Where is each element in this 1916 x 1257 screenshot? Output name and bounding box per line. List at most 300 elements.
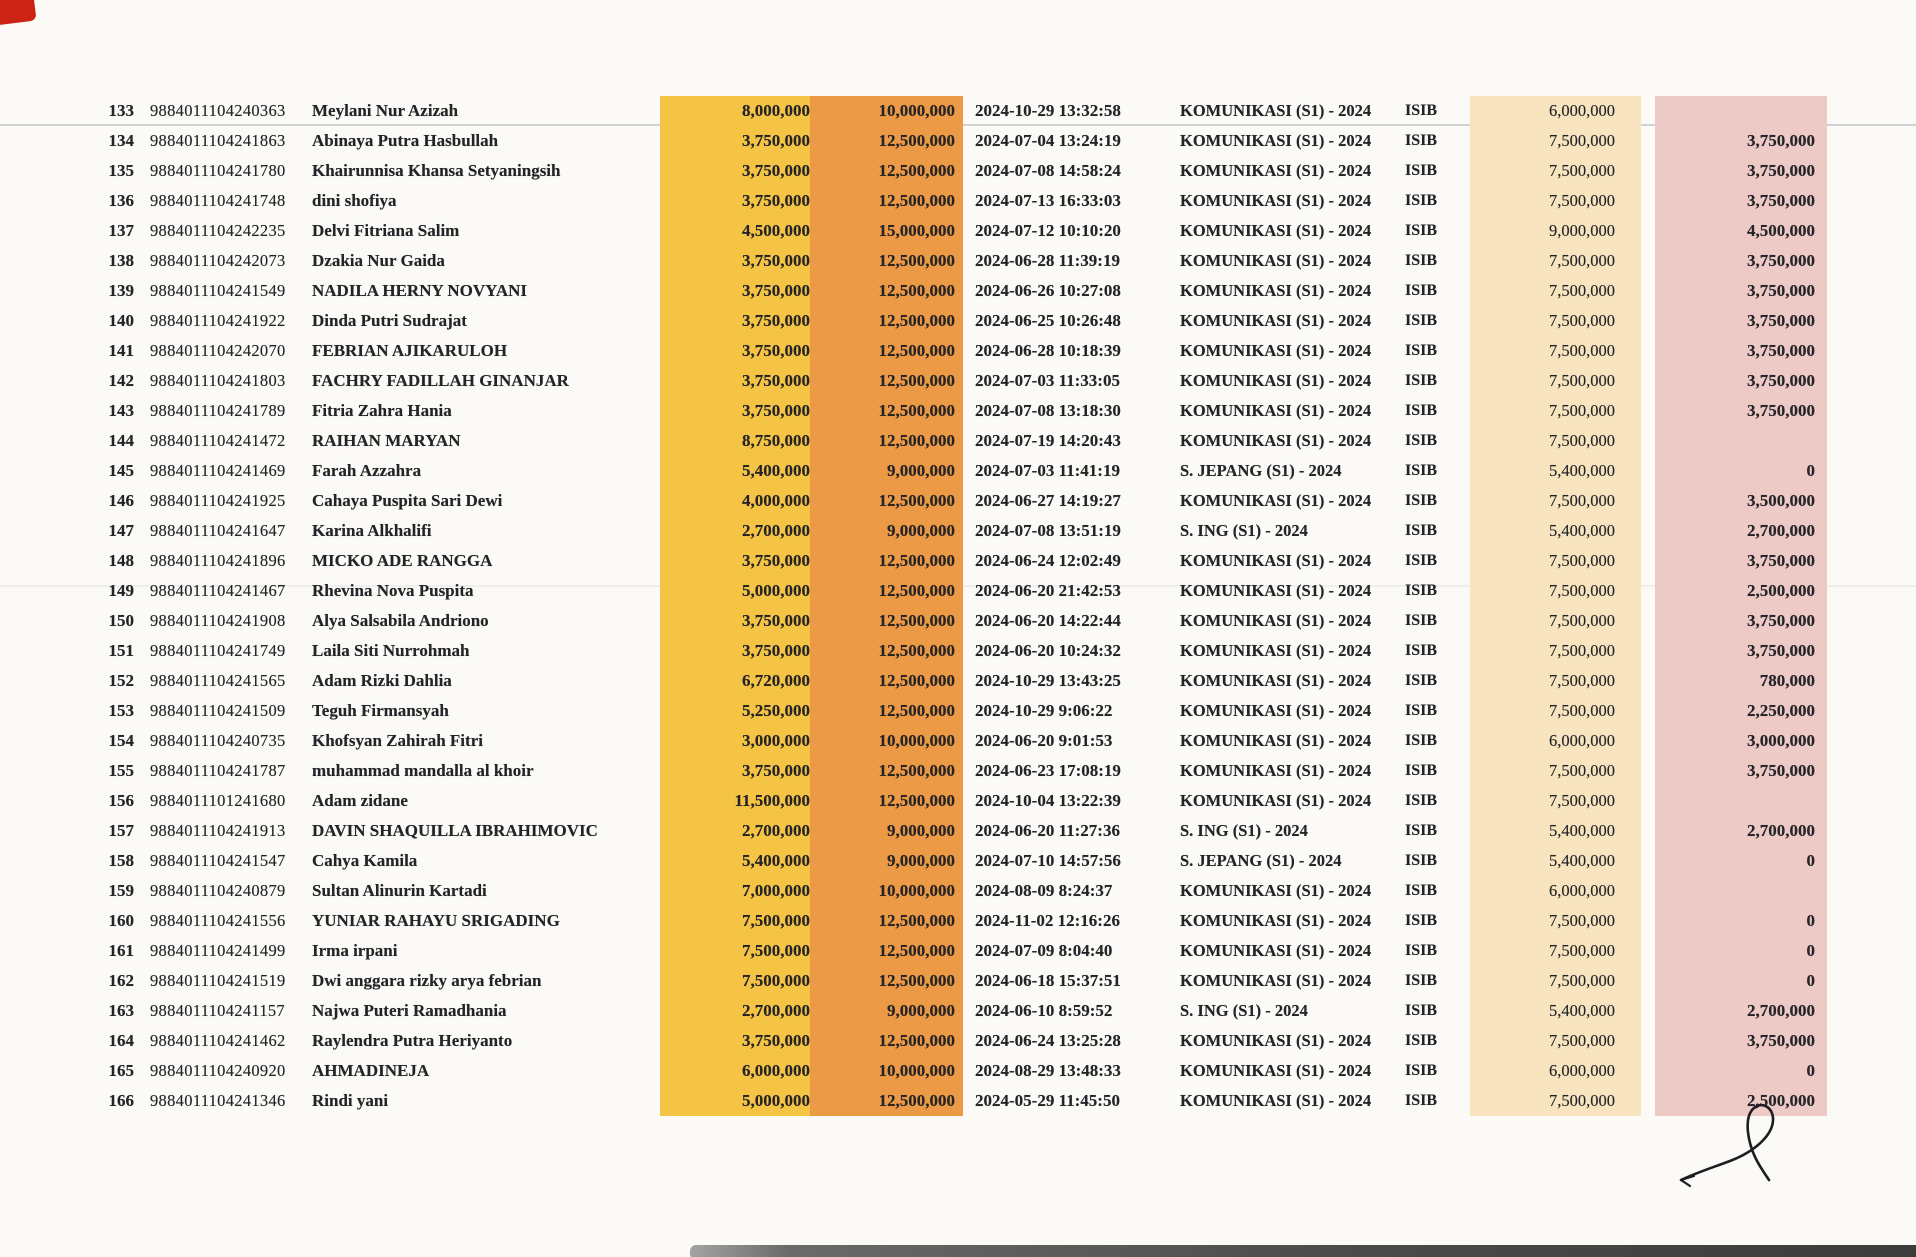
study-program: KOMUNIKASI (S1) - 2024 xyxy=(1180,731,1372,750)
amount-installment: 3,750,000 xyxy=(660,756,822,786)
amount-remaining xyxy=(1655,426,1827,456)
student-id: 9884011104241748 xyxy=(150,191,286,210)
payment-datetime: 2024-08-29 13:48:33 xyxy=(975,1061,1121,1080)
amount-installment: 6,720,000 xyxy=(660,666,822,696)
student-name: Farah Azzahra xyxy=(312,461,422,480)
table-row xyxy=(0,486,1916,516)
student-name: dini shofiya xyxy=(312,191,397,210)
study-program: S. ING (S1) - 2024 xyxy=(1180,1001,1308,1020)
amount-remaining: 2,700,000 xyxy=(1655,816,1827,846)
row-number: 163 xyxy=(108,1001,134,1020)
student-id: 9884011104241749 xyxy=(150,641,286,660)
amount-total: 12,500,000 xyxy=(810,606,963,636)
amount-remaining: 3,750,000 xyxy=(1655,756,1827,786)
bank-code: ISIB xyxy=(1405,972,1438,989)
payment-datetime: 2024-10-29 9:06:22 xyxy=(975,701,1113,720)
table-row xyxy=(0,276,1916,306)
study-program: S. JEPANG (S1) - 2024 xyxy=(1180,461,1342,480)
row-number: 133 xyxy=(108,101,134,120)
study-program: KOMUNIKASI (S1) - 2024 xyxy=(1180,641,1372,660)
amount-billed: 7,500,000 xyxy=(1470,936,1641,966)
table-row xyxy=(0,186,1916,216)
amount-remaining: 3,750,000 xyxy=(1655,186,1827,216)
amount-installment: 7,500,000 xyxy=(660,936,822,966)
table-row xyxy=(0,606,1916,636)
bank-code: ISIB xyxy=(1405,312,1438,329)
amount-billed: 6,000,000 xyxy=(1470,96,1641,126)
amount-billed: 7,500,000 xyxy=(1470,636,1641,666)
amount-installment: 3,750,000 xyxy=(660,186,822,216)
table-row xyxy=(0,876,1916,906)
amount-billed: 5,400,000 xyxy=(1470,456,1641,486)
amount-remaining: 780,000 xyxy=(1655,666,1827,696)
amount-remaining: 0 xyxy=(1655,1056,1827,1086)
row-number: 148 xyxy=(108,551,134,570)
amount-installment: 2,700,000 xyxy=(660,996,822,1026)
study-program: KOMUNIKASI (S1) - 2024 xyxy=(1180,581,1372,600)
student-name: Dinda Putri Sudrajat xyxy=(312,311,467,330)
student-id: 9884011104242070 xyxy=(150,341,286,360)
amount-installment: 3,750,000 xyxy=(660,126,822,156)
student-name: Fitria Zahra Hania xyxy=(312,401,452,420)
row-number: 135 xyxy=(108,161,134,180)
bank-code: ISIB xyxy=(1405,282,1438,299)
row-number: 156 xyxy=(108,791,134,810)
table-row xyxy=(0,936,1916,966)
amount-total: 10,000,000 xyxy=(810,726,963,756)
amount-billed: 5,400,000 xyxy=(1470,516,1641,546)
bank-code: ISIB xyxy=(1405,162,1438,179)
bank-code: ISIB xyxy=(1405,1002,1438,1019)
study-program: KOMUNIKASI (S1) - 2024 xyxy=(1180,971,1372,990)
payment-datetime: 2024-07-08 14:58:24 xyxy=(975,161,1121,180)
bank-code: ISIB xyxy=(1405,762,1438,779)
amount-installment: 3,750,000 xyxy=(660,306,822,336)
bank-code: ISIB xyxy=(1405,852,1438,869)
row-number: 142 xyxy=(108,371,134,390)
table-row xyxy=(0,1086,1916,1116)
amount-installment: 7,500,000 xyxy=(660,966,822,996)
row-number: 161 xyxy=(108,941,134,960)
row-number: 149 xyxy=(108,581,134,600)
amount-total: 12,500,000 xyxy=(810,636,963,666)
student-name: Adam zidane xyxy=(312,791,408,810)
table-row xyxy=(0,396,1916,426)
payment-datetime: 2024-06-27 14:19:27 xyxy=(975,491,1121,510)
amount-billed: 7,500,000 xyxy=(1470,546,1641,576)
amount-total: 12,500,000 xyxy=(810,306,963,336)
table-row xyxy=(0,696,1916,726)
bank-code: ISIB xyxy=(1405,192,1438,209)
amount-billed: 7,500,000 xyxy=(1470,1086,1641,1116)
bank-code: ISIB xyxy=(1405,612,1438,629)
study-program: KOMUNIKASI (S1) - 2024 xyxy=(1180,161,1372,180)
amount-billed: 7,500,000 xyxy=(1470,246,1641,276)
payment-datetime: 2024-07-12 10:10:20 xyxy=(975,221,1121,240)
student-name: AHMADINEJA xyxy=(312,1061,430,1080)
amount-remaining: 3,750,000 xyxy=(1655,126,1827,156)
bank-code: ISIB xyxy=(1405,702,1438,719)
amount-installment: 8,750,000 xyxy=(660,426,822,456)
row-number: 150 xyxy=(108,611,134,630)
amount-total: 12,500,000 xyxy=(810,486,963,516)
student-id: 9884011104240363 xyxy=(150,101,286,120)
student-id: 9884011104241467 xyxy=(150,581,286,600)
row-number: 155 xyxy=(108,761,134,780)
student-id: 9884011104241565 xyxy=(150,671,286,690)
study-program: KOMUNIKASI (S1) - 2024 xyxy=(1180,761,1372,780)
amount-remaining: 3,500,000 xyxy=(1655,486,1827,516)
payment-datetime: 2024-07-19 14:20:43 xyxy=(975,431,1121,450)
student-name: YUNIAR RAHAYU SRIGADING xyxy=(312,911,560,930)
amount-billed: 7,500,000 xyxy=(1470,396,1641,426)
amount-installment: 3,750,000 xyxy=(660,156,822,186)
table-row xyxy=(0,306,1916,336)
bank-code: ISIB xyxy=(1405,132,1438,149)
payment-datetime: 2024-06-20 11:27:36 xyxy=(975,821,1120,840)
amount-total: 12,500,000 xyxy=(810,426,963,456)
table-row xyxy=(0,366,1916,396)
amount-billed: 7,500,000 xyxy=(1470,486,1641,516)
row-number: 144 xyxy=(108,431,134,450)
student-id: 9884011104241509 xyxy=(150,701,286,720)
payment-datetime: 2024-06-20 14:22:44 xyxy=(975,611,1121,630)
red-corner-mark xyxy=(0,0,37,25)
row-number: 136 xyxy=(108,191,134,210)
amount-remaining xyxy=(1655,786,1827,816)
student-id: 9884011101241680 xyxy=(150,791,286,810)
bank-code: ISIB xyxy=(1405,372,1438,389)
bank-code: ISIB xyxy=(1405,732,1438,749)
bank-code: ISIB xyxy=(1405,402,1438,419)
table-row xyxy=(0,546,1916,576)
amount-total: 12,500,000 xyxy=(810,906,963,936)
amount-remaining: 0 xyxy=(1655,966,1827,996)
amount-remaining: 3,750,000 xyxy=(1655,396,1827,426)
table-row xyxy=(0,1026,1916,1056)
bank-code: ISIB xyxy=(1405,882,1438,899)
amount-total: 12,500,000 xyxy=(810,336,963,366)
row-number: 162 xyxy=(108,971,134,990)
bank-code: ISIB xyxy=(1405,582,1438,599)
amount-remaining: 3,750,000 xyxy=(1655,246,1827,276)
amount-billed: 5,400,000 xyxy=(1470,846,1641,876)
student-name: Rhevina Nova Puspita xyxy=(312,581,474,600)
table-row xyxy=(0,456,1916,486)
payment-table xyxy=(0,96,1916,1116)
amount-total: 12,500,000 xyxy=(810,786,963,816)
table-row xyxy=(0,666,1916,696)
student-id: 9884011104241556 xyxy=(150,911,286,930)
row-number: 145 xyxy=(108,461,134,480)
row-number: 140 xyxy=(108,311,134,330)
study-program: KOMUNIKASI (S1) - 2024 xyxy=(1180,881,1372,900)
amount-billed: 5,400,000 xyxy=(1470,816,1641,846)
amount-billed: 7,500,000 xyxy=(1470,1026,1641,1056)
study-program: KOMUNIKASI (S1) - 2024 xyxy=(1180,341,1372,360)
row-number: 139 xyxy=(108,281,134,300)
amount-billed: 7,500,000 xyxy=(1470,156,1641,186)
amount-billed: 7,500,000 xyxy=(1470,756,1641,786)
student-id: 9884011104240879 xyxy=(150,881,286,900)
amount-installment: 7,000,000 xyxy=(660,876,822,906)
amount-billed: 7,500,000 xyxy=(1470,126,1641,156)
table-row xyxy=(0,216,1916,246)
amount-installment: 5,250,000 xyxy=(660,696,822,726)
amount-total: 10,000,000 xyxy=(810,876,963,906)
payment-datetime: 2024-07-03 11:33:05 xyxy=(975,371,1120,390)
row-number: 151 xyxy=(108,641,134,660)
amount-total: 9,000,000 xyxy=(810,456,963,486)
payment-datetime: 2024-10-29 13:32:58 xyxy=(975,101,1121,120)
study-program: KOMUNIKASI (S1) - 2024 xyxy=(1180,401,1372,420)
amount-billed: 7,500,000 xyxy=(1470,306,1641,336)
study-program: KOMUNIKASI (S1) - 2024 xyxy=(1180,1061,1372,1080)
payment-datetime: 2024-07-09 8:04:40 xyxy=(975,941,1113,960)
payment-datetime: 2024-10-04 13:22:39 xyxy=(975,791,1121,810)
study-program: KOMUNIKASI (S1) - 2024 xyxy=(1180,791,1372,810)
amount-total: 12,500,000 xyxy=(810,756,963,786)
student-name: Alya Salsabila Andriono xyxy=(312,611,489,630)
study-program: KOMUNIKASI (S1) - 2024 xyxy=(1180,911,1372,930)
student-id: 9884011104241789 xyxy=(150,401,286,420)
amount-total: 12,500,000 xyxy=(810,1086,963,1116)
amount-billed: 7,500,000 xyxy=(1470,696,1641,726)
amount-remaining: 3,750,000 xyxy=(1655,606,1827,636)
student-id: 9884011104241863 xyxy=(150,131,286,150)
payment-datetime: 2024-06-24 12:02:49 xyxy=(975,551,1121,570)
amount-remaining: 2,700,000 xyxy=(1655,516,1827,546)
student-id: 9884011104241469 xyxy=(150,461,286,480)
student-name: Najwa Puteri Ramadhania xyxy=(312,1001,507,1020)
bank-code: ISIB xyxy=(1405,672,1438,689)
bank-code: ISIB xyxy=(1405,432,1438,449)
table-row xyxy=(0,336,1916,366)
payment-datetime: 2024-07-03 11:41:19 xyxy=(975,461,1120,480)
amount-installment: 4,500,000 xyxy=(660,216,822,246)
amount-remaining: 3,750,000 xyxy=(1655,306,1827,336)
student-id: 9884011104241472 xyxy=(150,431,286,450)
student-name: Dwi anggara rizky arya febrian xyxy=(312,971,542,990)
amount-billed: 7,500,000 xyxy=(1470,786,1641,816)
amount-installment: 5,000,000 xyxy=(660,576,822,606)
table-row xyxy=(0,966,1916,996)
amount-total: 12,500,000 xyxy=(810,156,963,186)
amount-total: 12,500,000 xyxy=(810,276,963,306)
study-program: KOMUNIKASI (S1) - 2024 xyxy=(1180,611,1372,630)
bank-code: ISIB xyxy=(1405,222,1438,239)
payment-datetime: 2024-11-02 12:16:26 xyxy=(975,911,1120,930)
amount-installment: 2,700,000 xyxy=(660,516,822,546)
study-program: KOMUNIKASI (S1) - 2024 xyxy=(1180,281,1372,300)
table-row xyxy=(0,516,1916,546)
amount-total: 12,500,000 xyxy=(810,396,963,426)
student-name: Laila Siti Nurrohmah xyxy=(312,641,470,660)
payment-datetime: 2024-06-24 13:25:28 xyxy=(975,1031,1121,1050)
amount-remaining: 0 xyxy=(1655,906,1827,936)
student-name: Khairunnisa Khansa Setyaningsih xyxy=(312,161,561,180)
student-name: FEBRIAN AJIKARULOH xyxy=(312,341,508,360)
amount-installment: 3,750,000 xyxy=(660,336,822,366)
bank-code: ISIB xyxy=(1405,1062,1438,1079)
row-number: 158 xyxy=(108,851,134,870)
student-name: NADILA HERNY NOVYANI xyxy=(312,281,528,300)
table-row xyxy=(0,156,1916,186)
amount-remaining: 3,750,000 xyxy=(1655,546,1827,576)
amount-billed: 7,500,000 xyxy=(1470,906,1641,936)
bank-code: ISIB xyxy=(1405,1092,1438,1109)
amount-installment: 5,400,000 xyxy=(660,846,822,876)
student-id: 9884011104240735 xyxy=(150,731,286,750)
student-id: 9884011104242073 xyxy=(150,251,286,270)
table-row xyxy=(0,996,1916,1026)
study-program: KOMUNIKASI (S1) - 2024 xyxy=(1180,1091,1372,1110)
amount-total: 9,000,000 xyxy=(810,816,963,846)
student-name: Cahaya Puspita Sari Dewi xyxy=(312,491,503,510)
student-name: Irma irpani xyxy=(312,941,398,960)
table-row xyxy=(0,786,1916,816)
student-name: Abinaya Putra Hasbullah xyxy=(312,131,499,150)
amount-total: 15,000,000 xyxy=(810,216,963,246)
student-id: 9884011104241157 xyxy=(150,1001,285,1020)
payment-datetime: 2024-07-08 13:18:30 xyxy=(975,401,1121,420)
amount-total: 12,500,000 xyxy=(810,246,963,276)
student-name: FACHRY FADILLAH GINANJAR xyxy=(312,371,569,390)
row-number: 137 xyxy=(108,221,134,240)
bank-code: ISIB xyxy=(1405,492,1438,509)
bank-code: ISIB xyxy=(1405,792,1438,809)
amount-billed: 7,500,000 xyxy=(1470,336,1641,366)
table-row xyxy=(0,756,1916,786)
amount-installment: 3,750,000 xyxy=(660,246,822,276)
row-number: 157 xyxy=(108,821,134,840)
amount-total: 12,500,000 xyxy=(810,576,963,606)
student-name: MICKO ADE RANGGA xyxy=(312,551,493,570)
table-row xyxy=(0,906,1916,936)
amount-billed: 7,500,000 xyxy=(1470,186,1641,216)
student-name: Meylani Nur Azizah xyxy=(312,101,459,120)
study-program: KOMUNIKASI (S1) - 2024 xyxy=(1180,941,1372,960)
amount-billed: 5,400,000 xyxy=(1470,996,1641,1026)
amount-total: 12,500,000 xyxy=(810,666,963,696)
student-name: Adam Rizki Dahlia xyxy=(312,671,452,690)
amount-total: 12,500,000 xyxy=(810,366,963,396)
table-row xyxy=(0,816,1916,846)
amount-total: 12,500,000 xyxy=(810,186,963,216)
student-name: Teguh Firmansyah xyxy=(312,701,449,720)
amount-remaining: 0 xyxy=(1655,936,1827,966)
student-id: 9884011104241346 xyxy=(150,1091,286,1110)
student-name: Rindi yani xyxy=(312,1091,389,1110)
amount-remaining xyxy=(1655,96,1827,126)
payment-datetime: 2024-06-28 11:39:19 xyxy=(975,251,1120,270)
amount-billed: 7,500,000 xyxy=(1470,966,1641,996)
study-program: KOMUNIKASI (S1) - 2024 xyxy=(1180,311,1372,330)
amount-remaining: 3,750,000 xyxy=(1655,366,1827,396)
amount-installment: 3,750,000 xyxy=(660,606,822,636)
bank-code: ISIB xyxy=(1405,462,1438,479)
amount-billed: 6,000,000 xyxy=(1470,1056,1641,1086)
row-number: 143 xyxy=(108,401,134,420)
bank-code: ISIB xyxy=(1405,822,1438,839)
payment-datetime: 2024-08-09 8:24:37 xyxy=(975,881,1113,900)
amount-billed: 9,000,000 xyxy=(1470,216,1641,246)
amount-billed: 7,500,000 xyxy=(1470,276,1641,306)
table-row xyxy=(0,96,1916,126)
payment-datetime: 2024-10-29 13:43:25 xyxy=(975,671,1121,690)
row-number: 159 xyxy=(108,881,134,900)
student-name: Delvi Fitriana Salim xyxy=(312,221,460,240)
row-number: 160 xyxy=(108,911,134,930)
payment-datetime: 2024-06-20 9:01:53 xyxy=(975,731,1113,750)
amount-remaining: 4,500,000 xyxy=(1655,216,1827,246)
amount-installment: 3,750,000 xyxy=(660,396,822,426)
payment-datetime: 2024-07-10 14:57:56 xyxy=(975,851,1121,870)
amount-remaining: 2,250,000 xyxy=(1655,696,1827,726)
amount-billed: 7,500,000 xyxy=(1470,576,1641,606)
table-row xyxy=(0,846,1916,876)
amount-billed: 7,500,000 xyxy=(1470,606,1641,636)
study-program: KOMUNIKASI (S1) - 2024 xyxy=(1180,251,1372,270)
amount-installment: 4,000,000 xyxy=(660,486,822,516)
amount-remaining: 2,700,000 xyxy=(1655,996,1827,1026)
amount-billed: 6,000,000 xyxy=(1470,726,1641,756)
bank-code: ISIB xyxy=(1405,642,1438,659)
amount-installment: 3,750,000 xyxy=(660,366,822,396)
payment-datetime: 2024-05-29 11:45:50 xyxy=(975,1091,1120,1110)
student-id: 9884011104241908 xyxy=(150,611,286,630)
row-number: 165 xyxy=(108,1061,134,1080)
payment-datetime: 2024-06-28 10:18:39 xyxy=(975,341,1121,360)
amount-total: 12,500,000 xyxy=(810,126,963,156)
student-id: 9884011104242235 xyxy=(150,221,286,240)
row-number: 166 xyxy=(108,1091,134,1110)
bank-code: ISIB xyxy=(1405,912,1438,929)
table-row xyxy=(0,246,1916,276)
payment-datetime: 2024-07-13 16:33:03 xyxy=(975,191,1121,210)
study-program: KOMUNIKASI (S1) - 2024 xyxy=(1180,131,1372,150)
amount-remaining: 0 xyxy=(1655,846,1827,876)
scan-edge-bar xyxy=(690,1245,1916,1257)
study-program: KOMUNIKASI (S1) - 2024 xyxy=(1180,101,1372,120)
payment-datetime: 2024-06-10 8:59:52 xyxy=(975,1001,1113,1020)
student-id: 9884011104241549 xyxy=(150,281,286,300)
payment-datetime: 2024-07-08 13:51:19 xyxy=(975,521,1121,540)
amount-total: 12,500,000 xyxy=(810,936,963,966)
amount-billed: 7,500,000 xyxy=(1470,366,1641,396)
student-id: 9884011104241519 xyxy=(150,971,286,990)
student-id: 9884011104241896 xyxy=(150,551,286,570)
row-number: 152 xyxy=(108,671,134,690)
student-id: 9884011104241462 xyxy=(150,1031,286,1050)
amount-installment: 8,000,000 xyxy=(660,96,822,126)
row-number: 134 xyxy=(108,131,134,150)
table-row xyxy=(0,426,1916,456)
student-id: 9884011104241647 xyxy=(150,521,286,540)
payment-datetime: 2024-06-18 15:37:51 xyxy=(975,971,1121,990)
amount-total: 12,500,000 xyxy=(810,966,963,996)
study-program: KOMUNIKASI (S1) - 2024 xyxy=(1180,191,1372,210)
row-number: 146 xyxy=(108,491,134,510)
amount-total: 9,000,000 xyxy=(810,516,963,546)
amount-total: 12,500,000 xyxy=(810,546,963,576)
table-row xyxy=(0,126,1916,156)
amount-installment: 3,750,000 xyxy=(660,1026,822,1056)
student-id: 9884011104241913 xyxy=(150,821,286,840)
payment-datetime: 2024-06-20 10:24:32 xyxy=(975,641,1121,660)
student-id: 9884011104241803 xyxy=(150,371,286,390)
amount-installment: 11,500,000 xyxy=(660,786,822,816)
